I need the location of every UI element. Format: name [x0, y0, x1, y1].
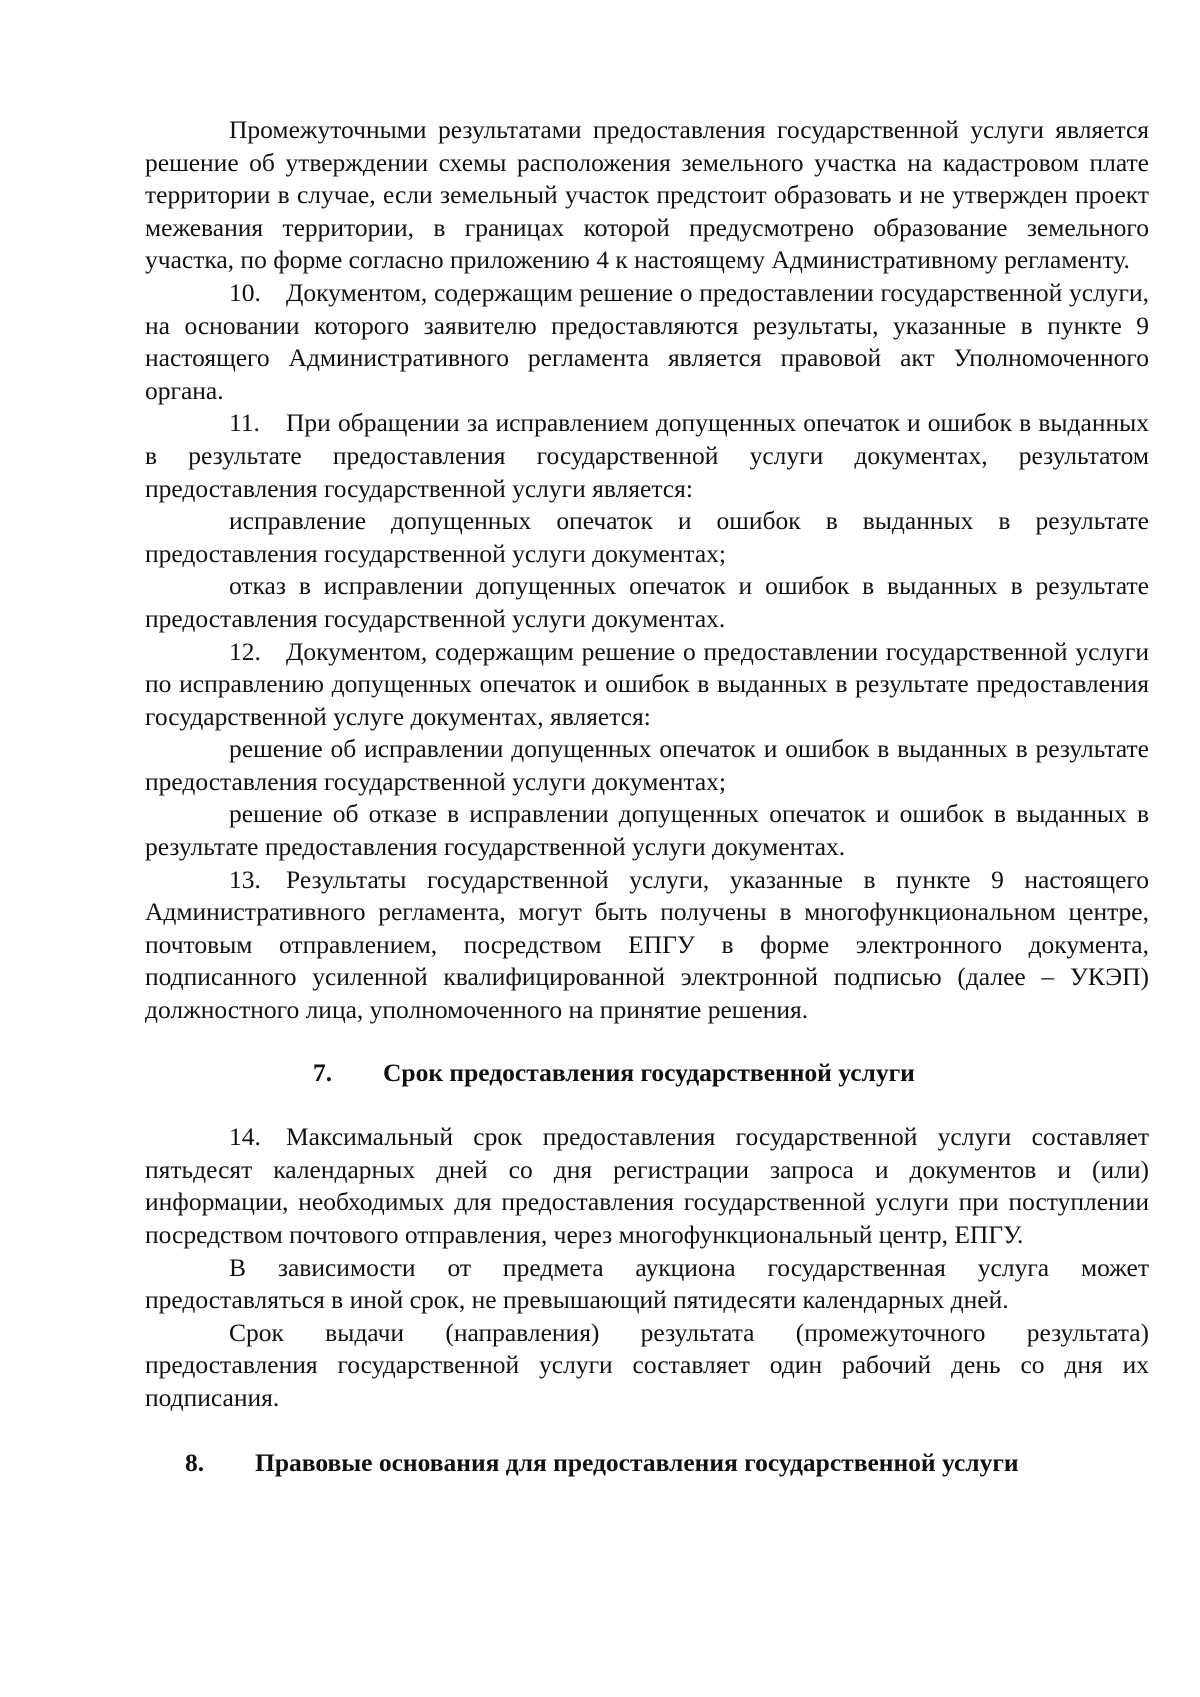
item-text: Максимальный срок предоставления государственной услуги составляет пятьдесят календарных дней со дня регистрации запроса и документов и (или) информации, необходимых для предоставления государственной услуги при поступлении посредством почтового отправления, через многофункциональный центр, ЕПГУ.: [145, 1122, 1149, 1249]
subitem-11-refusal: отказ в исправлении допущенных опечаток и ошибок в выданных в результате предоставления государственной услуги документах.: [145, 571, 1149, 633]
paragraph-intermediate-results: Промежуточными результатами предоставления государственной услуги является решение об утверждении схемы расположения земельного участка на кадастровом плате территории в случае, если земельный участок предстоит образовать и не утвержден проект межевания территории, в границах которой предусмотрено образование земельного участка, по форме согласно приложению 4 к настоящему Административному регламенту.: [145, 115, 1149, 275]
section-number: 8.: [185, 1447, 205, 1477]
item-number: 11.: [229, 408, 260, 438]
paragraph-result-issue-term: Срок выдачи (направления) результата (промежуточного результата) предоставления государственной услуги составляет один рабочий день со дня их подписания.: [145, 1317, 1149, 1412]
item-10: [145, 277, 1149, 407]
section-title: Срок предоставления государственной услуги: [383, 1057, 915, 1087]
item-number: 14.: [229, 1122, 261, 1152]
section-heading-8: [145, 1447, 1149, 1480]
item-number: 12.: [229, 636, 261, 666]
item-number: 13.: [229, 864, 261, 894]
document-page: [145, 114, 1149, 1479]
subitem-11-correction: исправление допущенных опечаток и ошибок в выданных в результате предоставления государственной услуги документах;: [145, 506, 1149, 568]
item-text: Документом, содержащим решение о предоставлении государственной услуги, на основании которого заявителю предоставляются результаты, указанные в пункте 9 настоящего Административного регламента является правовой акт Уполномоченного органа.: [145, 277, 1149, 405]
item-11: [145, 407, 1149, 505]
subitem-12-refusal: решение об отказе в исправлении допущенных опечаток и ошибок в выданных в результате предоставления государственной услуги документах.: [145, 799, 1149, 862]
item-14: [145, 1121, 1149, 1251]
item-text: При обращении за исправлением допущенных опечаток и ошибок в выданных в результате предоставления государственной услуги документах, результатом предоставления государственной услуги является:: [145, 408, 1149, 503]
item-12: [145, 636, 1149, 734]
section-heading-7: [145, 1057, 1149, 1090]
item-13: [145, 864, 1149, 1027]
paragraph-auction-term: В зависимости от предмета аукциона государственная услуга может предоставляться в иной срок, не превышающий пятидесяти календарных дней.: [145, 1252, 1149, 1315]
item-text: Результаты государственной услуги, указанные в пункте 9 настоящего Административного регламента, могут быть получены в многофункциональном центре, почтовым отправлением, посредством ЕПГУ в форме электронного документа, подписанного усиленной квалифицированной электронной подписью (далее – УКЭП) должностного лица, уполномоченного на принятие решения.: [145, 864, 1149, 1025]
subitem-12-correction: решение об исправлении допущенных опечаток и ошибок в выданных в результате предоставления государственной услуги документах;: [145, 734, 1149, 796]
section-number: 7.: [313, 1057, 333, 1087]
item-text: Документом, содержащим решение о предоставлении государственной услуги по исправлению допущенных опечаток и ошибок в выданных в результате предоставления государственной услуге документах, является:: [145, 636, 1149, 731]
item-number: 10.: [229, 277, 261, 307]
section-title: Правовые основания для предоставления государственной услуги: [255, 1447, 1019, 1477]
